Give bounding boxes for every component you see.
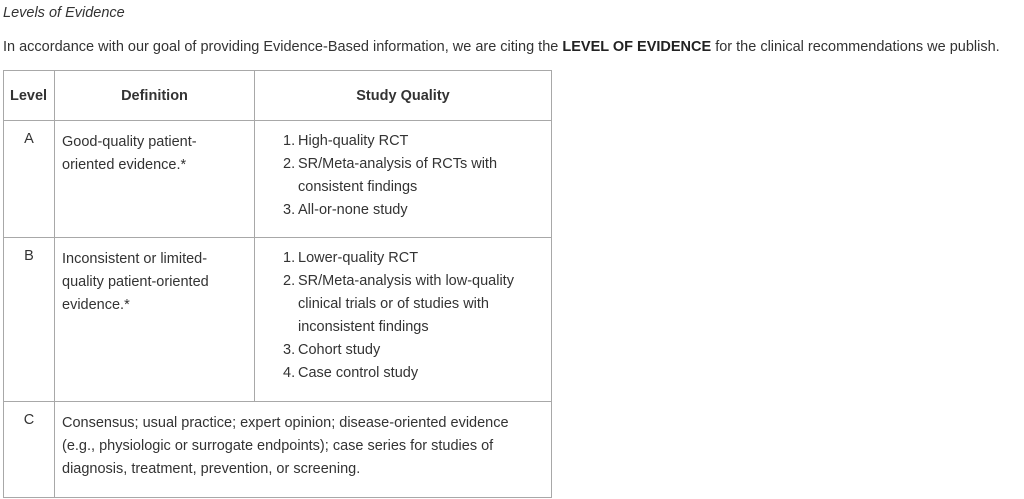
list-item-text: SR/Meta-analysis with low-quality clinical trials or of studies with inconsistent findings	[298, 273, 514, 335]
intro-text-start: In accordance with our goal of providing Evidence-Based information, we are citing the	[3, 39, 563, 55]
table-row-level-c	[4, 402, 552, 498]
list-number: 1.	[283, 250, 296, 266]
level-cell: C	[4, 402, 55, 498]
list-item	[283, 130, 543, 153]
list-number: 2.	[283, 273, 296, 289]
list-number: 3.	[283, 342, 296, 358]
list-number: 1.	[283, 133, 296, 149]
page-title: Levels of Evidence	[3, 5, 125, 21]
evidence-levels-table	[3, 70, 552, 498]
intro-emphasis: LEVEL OF EVIDENCE	[562, 39, 712, 55]
list-item-text: SR/Meta-analysis of RCTs with consistent findings	[298, 156, 498, 195]
study-quality-cell	[255, 238, 552, 402]
definition-cell: Consensus; usual practice; expert opinion; disease-oriented evidence (e.g., physiologic or surrogate endpoints); case series for studies of diagnosis, treatment, prevention, or screening.	[55, 402, 552, 498]
list-number: 2.	[283, 156, 296, 172]
level-cell: B	[4, 238, 55, 402]
table-row-level-b	[4, 238, 552, 402]
level-cell: A	[4, 121, 55, 238]
header-level: Level	[4, 71, 55, 121]
header-definition: Definition	[55, 71, 255, 121]
table-row-level-a	[4, 121, 552, 238]
header-study-quality: Study Quality	[255, 71, 552, 121]
list-item-text: All-or-none study	[298, 202, 408, 218]
list-item	[283, 153, 543, 199]
list-number: 3.	[283, 202, 296, 218]
study-quality-list	[283, 247, 543, 385]
list-item	[283, 247, 543, 270]
intro-text-end: for the clinical recommendations we publish.	[711, 39, 1000, 55]
list-item-text: Case control study	[298, 365, 419, 381]
definition-cell: Good-quality patient-oriented evidence.*	[55, 121, 255, 238]
list-number: 4.	[283, 365, 296, 381]
list-item	[283, 270, 543, 339]
study-quality-cell	[255, 121, 552, 238]
list-item	[283, 339, 543, 362]
definition-cell: Inconsistent or limited-quality patient-oriented evidence.*	[55, 238, 255, 402]
study-quality-list	[283, 130, 543, 222]
list-item	[283, 199, 543, 222]
intro-paragraph	[3, 39, 1000, 55]
list-item	[283, 362, 543, 385]
list-item-text: High-quality RCT	[298, 133, 409, 149]
list-item-text: Cohort study	[298, 342, 381, 358]
list-item-text: Lower-quality RCT	[298, 250, 419, 266]
table-header-row	[4, 71, 552, 121]
